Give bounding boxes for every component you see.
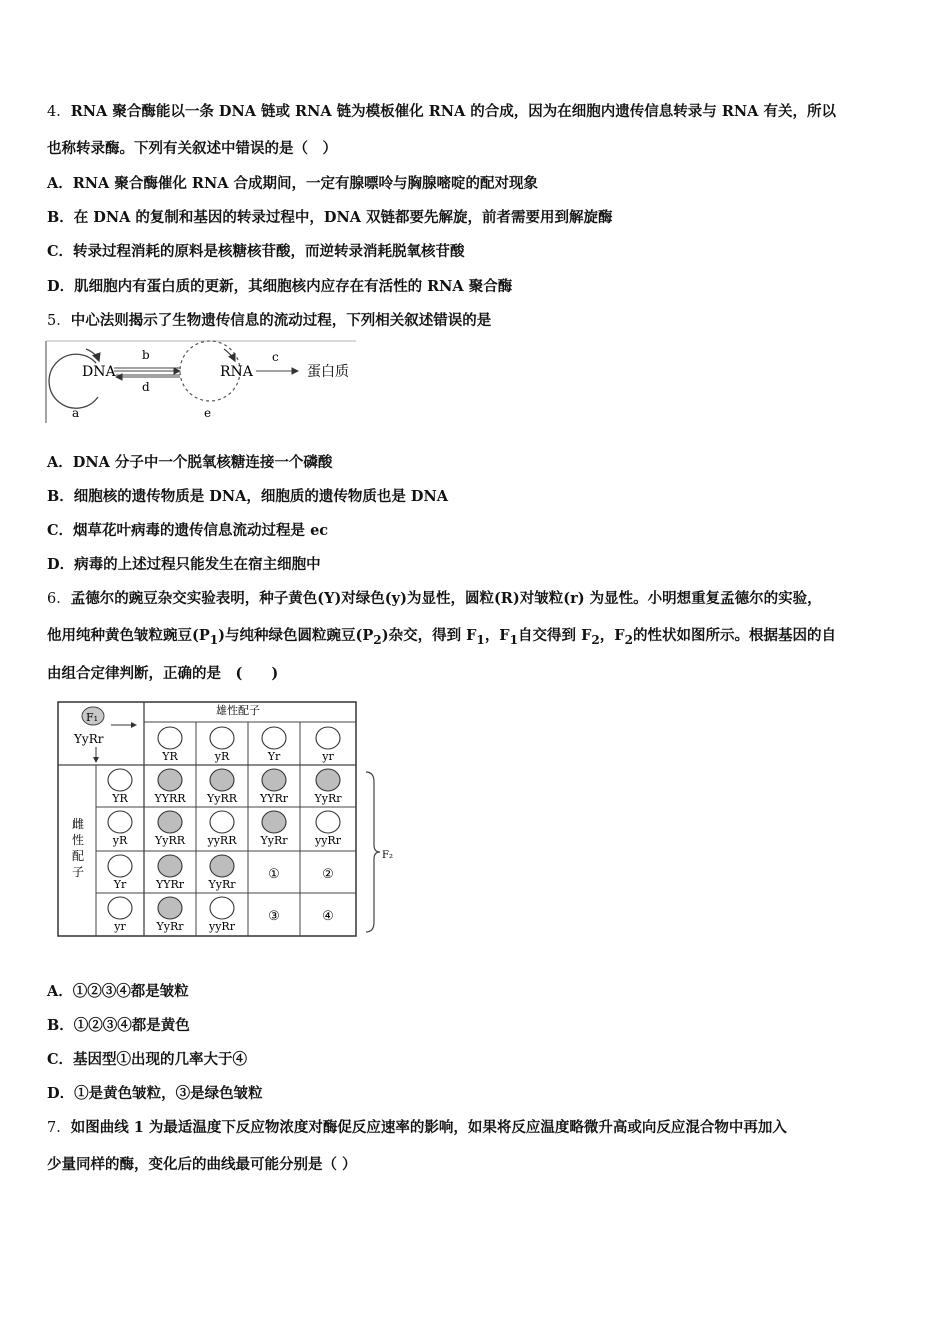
q6-stem-line2: 他用纯种黄色皱粒豌豆$(P_1)$与纯种绿色圆粒豌豆$(P_2)$杂交，得到 $F_1$，$F_1$自交得到 $F_2$，$F_2$的性状如图所示。根据基因的自 — [47, 627, 836, 647]
male-gamete-YR — [158, 727, 182, 763]
seed-icon — [158, 811, 182, 833]
offspring-cell — [208, 897, 236, 933]
offspring-cell — [155, 855, 185, 891]
genotype-label: yyRR — [207, 834, 237, 847]
q5-stem — [47, 311, 907, 331]
f1-label: F₁ — [86, 711, 99, 724]
numbered-blank: ③ — [268, 909, 280, 924]
q5-option-b: B．细胞核的遗传物质是 DNA，细胞质的遗传物质也是 DNA — [47, 488, 449, 505]
female-gamete-YR — [108, 769, 132, 805]
offspring-cell — [207, 855, 236, 891]
q6-option-a: A．①②③④都是皱粒 — [47, 983, 189, 1000]
q5-stem-text: 中心法则揭示了生物遗传信息的流动过程，下列相关叙述错误的是 — [70, 312, 492, 329]
numbered-blank: ① — [268, 867, 280, 882]
seed-icon — [210, 727, 234, 749]
genotype-label: YyRr — [314, 792, 342, 805]
offspring-cell — [268, 867, 280, 882]
genotype-label: YYRr — [259, 792, 289, 805]
seed-icon — [108, 769, 132, 791]
label-a: a — [72, 406, 80, 420]
q6-option-c: C．基因型①出现的几率大于④ — [47, 1051, 248, 1068]
label-e: e — [204, 406, 212, 420]
offspring-cell — [259, 811, 288, 847]
offspring-cell — [313, 769, 342, 805]
seed-icon — [316, 769, 340, 791]
q4-option-b: B．在 DNA 的复制和基因的转录过程中，DNA 双链都要先解旋，前者需要用到解旋酶 — [47, 209, 613, 226]
offspring-cell — [322, 867, 334, 882]
label-d: d — [142, 380, 150, 394]
seed-icon — [262, 727, 286, 749]
dna-replication-loop — [49, 354, 98, 408]
genotype-label: YyRr — [260, 834, 288, 847]
q6-number: 6． — [47, 591, 71, 607]
q4-option-a: A．RNA 聚合酶催化 RNA 合成期间，一定有腺嘌呤与胸腺嘧啶的配对现象 — [47, 175, 539, 192]
male-gamete-yr — [316, 727, 340, 763]
offspring-cell — [207, 811, 238, 847]
genotype-label: yyRr — [315, 834, 341, 847]
genotype-label: YyRr — [208, 878, 236, 891]
seed-icon — [210, 897, 234, 919]
q6-stem-text1: 孟德尔的豌豆杂交实验表明，种子黄色(Y)对绿色(y)为显性，圆粒(R)对皱粒(r) 为显性。小明想重复孟德尔的实验， — [70, 590, 822, 607]
seed-icon — [108, 855, 132, 877]
f2-bracket — [366, 772, 380, 932]
q7-stem-line1 — [47, 1118, 907, 1138]
genotype-label: Yr — [113, 878, 127, 891]
genotype-label: yR — [214, 750, 230, 763]
offspring-cell — [154, 811, 186, 847]
q5-option-c: C．烟草花叶病毒的遗传信息流动过程是 ec — [47, 522, 329, 539]
offspring-cell — [155, 897, 184, 933]
q6-option-b: B．①②③④都是黄色 — [47, 1017, 190, 1034]
seed-icon — [316, 811, 340, 833]
rna-label: RNA — [220, 364, 253, 380]
q6-stem-line3: 由组合定律判断，正确的是 ( ) — [47, 665, 279, 682]
genotype-label: YYRr — [155, 878, 185, 891]
seed-icon — [262, 769, 286, 791]
female-gamete-Yr — [108, 855, 132, 891]
genotype-label: yr — [322, 750, 334, 763]
q4-stem-text1: RNA 聚合酶能以一条 DNA 链或 RNA 链为模板催化 RNA 的合成，因为在细胞内遗传信息转录与 RNA 有关，所以 — [70, 103, 836, 120]
numbered-blank: ④ — [322, 909, 334, 924]
genotype-label: YyRR — [206, 792, 238, 805]
offspring-cell — [259, 769, 289, 805]
seed-icon — [158, 727, 182, 749]
male-gamete-Yr — [262, 727, 286, 763]
q4-number: 4． — [47, 104, 71, 120]
seed-icon — [210, 769, 234, 791]
q7-number: 7． — [47, 1120, 71, 1136]
genotype-label: yyRr — [209, 920, 235, 933]
numbered-blank: ② — [322, 867, 334, 882]
offspring-cell — [153, 769, 186, 805]
dna-label: DNA — [82, 364, 116, 380]
label-b: b — [142, 348, 150, 362]
genotype-label: YYRR — [154, 792, 186, 805]
seed-icon — [210, 811, 234, 833]
punnett-square — [56, 700, 400, 942]
q4-option-c: C．转录过程消耗的原料是核糖核苷酸，而逆转录消耗脱氧核苷酸 — [47, 243, 465, 260]
q5-number: 5． — [47, 313, 71, 329]
q6-option-d: D．①是黄色皱粒，③是绿色皱粒 — [47, 1085, 263, 1102]
genotype-label: yr — [114, 920, 126, 933]
genotype-label: yR — [112, 834, 128, 847]
protein-label: 蛋白质 — [307, 364, 349, 380]
offspring-cell — [206, 769, 238, 805]
female-gametes-header: 雌性配子 — [72, 817, 85, 879]
q7-stem-line2: 少量同样的酶，变化后的曲线最可能分别是（ ） — [47, 1156, 357, 1173]
seed-icon — [262, 811, 286, 833]
genotype-label: YR — [112, 792, 128, 805]
q7-stem-text1: 如图曲线 1 为最适温度下反应物浓度对酶促反应速率的影响，如果将反应温度略微升高或向反应混合物中再加入 — [70, 1119, 787, 1136]
seed-icon — [108, 811, 132, 833]
seed-icon — [210, 855, 234, 877]
q4-stem-line1 — [47, 102, 907, 122]
label-c: c — [272, 350, 279, 364]
q5-option-d: D．病毒的上述过程只能发生在宿主细胞中 — [47, 556, 321, 573]
male-gametes-header: 雄性配子 — [216, 704, 260, 717]
q6-stem-line1 — [47, 589, 907, 609]
female-gamete-yR — [108, 811, 132, 847]
genotype-label: Yr — [267, 750, 281, 763]
central-dogma-diagram — [44, 339, 364, 425]
seed-icon — [158, 897, 182, 919]
female-gamete-yr — [108, 897, 132, 933]
seed-icon — [158, 855, 182, 877]
offspring-cell — [268, 909, 280, 924]
q4-option-d: D．肌细胞内有蛋白质的更新，其细胞核内应存在有活性的 RNA 聚合酶 — [47, 278, 513, 295]
seed-icon — [158, 769, 182, 791]
offspring-cell — [314, 811, 342, 847]
f1-genotype: YyRr — [74, 732, 104, 746]
f2-label: F₂ — [382, 850, 393, 861]
q4-stem-line2: 也称转录酶。下列有关叙述中错误的是（ ） — [47, 140, 337, 157]
q5-option-a: A．DNA 分子中一个脱氧核糖连接一个磷酸 — [47, 454, 333, 471]
offspring-cell — [322, 909, 334, 924]
genotype-label: YyRr — [156, 920, 184, 933]
seed-icon — [316, 727, 340, 749]
male-gamete-yR — [210, 727, 234, 763]
genotype-label: YyRR — [154, 834, 186, 847]
genotype-label: YR — [162, 750, 178, 763]
seed-icon — [108, 897, 132, 919]
